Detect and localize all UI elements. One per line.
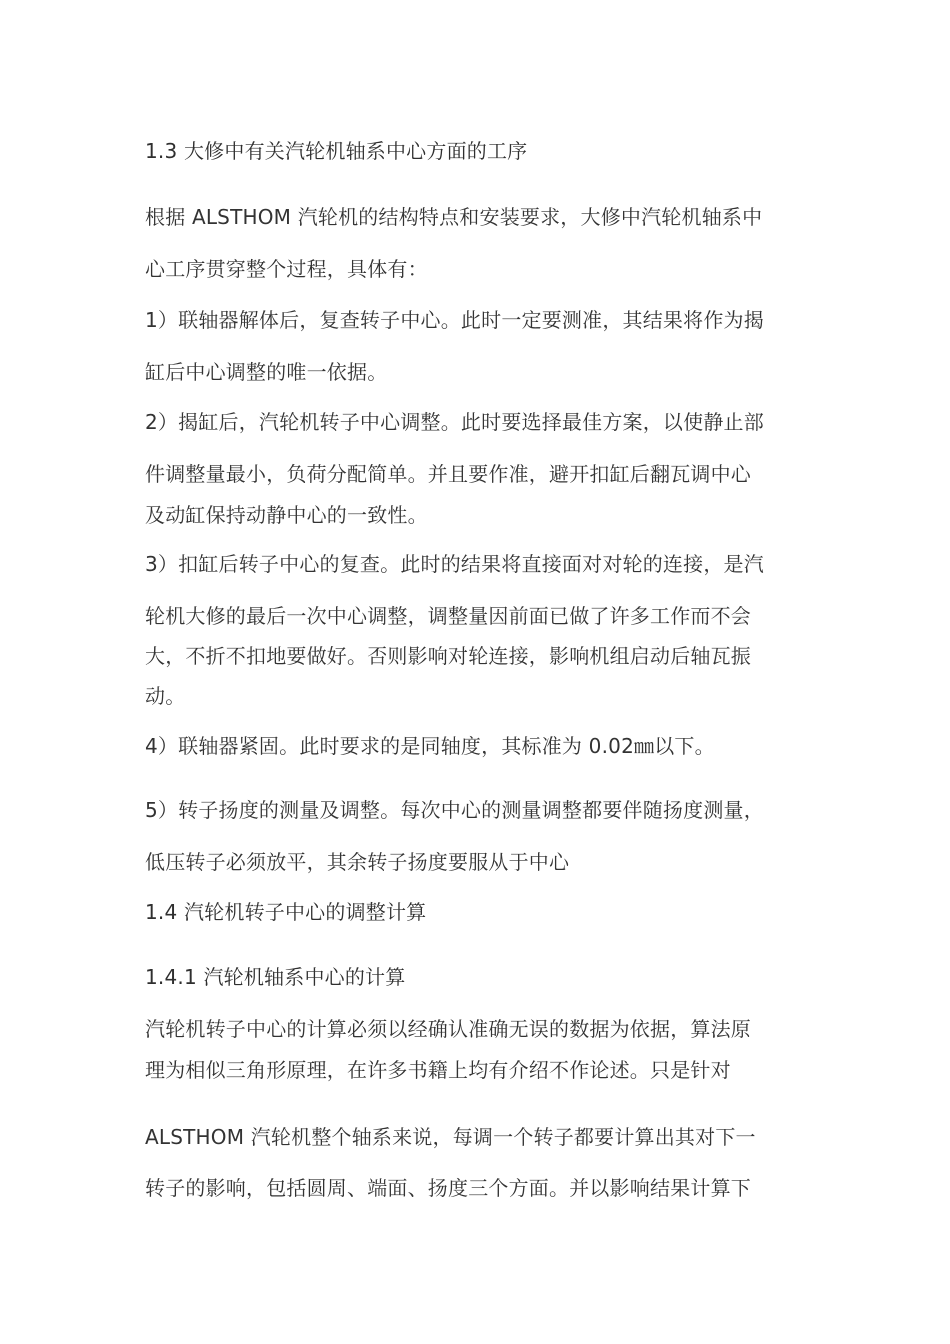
item-3-line-3: 大，不折不扣地要做好。否则影响对轮连接，影响机组启动后轴瓦振 <box>145 644 751 668</box>
item-1-line-2: 缸后中心调整的唯一依据。 <box>145 360 388 384</box>
subsection-1-4-1-heading: 1.4.1 汽轮机轴系中心的计算 <box>145 965 406 989</box>
section-1-4-heading: 1.4 汽轮机转子中心的调整计算 <box>145 900 427 924</box>
item-3-line-1: 3）扣缸后转子中心的复查。此时的结果将直接面对对轮的连接，是汽 <box>145 552 764 576</box>
item-5-line-1: 5）转子扬度的测量及调整。每次中心的测量调整都要伴随扬度测量， <box>145 798 764 822</box>
item-3-line-4: 动。 <box>145 684 186 708</box>
item-3-line-2: 轮机大修的最后一次中心调整，调整量因前面已做了许多工作而不会 <box>145 604 751 628</box>
intro-line-1: 根据 ALSTHOM 汽轮机的结构特点和安装要求，大修中汽轮机轴系中 <box>145 205 763 229</box>
subsection-line-3: ALSTHOM 汽轮机整个轴系来说，每调一个转子都要计算出其对下一 <box>145 1125 756 1149</box>
section-1-3-heading: 1.3 大修中有关汽轮机轴系中心方面的工序 <box>145 139 528 163</box>
subsection-line-1: 汽轮机转子中心的计算必须以经确认准确无误的数据为依据，算法原 <box>145 1017 751 1041</box>
subsection-line-2: 理为相似三角形原理，在许多书籍上均有介绍不作论述。只是针对 <box>145 1058 731 1082</box>
item-1-line-1: 1）联轴器解体后，复查转子中心。此时一定要测准，其结果将作为揭 <box>145 308 764 332</box>
item-2-line-3: 及动缸保持动静中心的一致性。 <box>145 503 428 527</box>
item-5-line-2: 低压转子必须放平，其余转子扬度要服从于中心 <box>145 850 570 874</box>
item-2-line-1: 2）揭缸后，汽轮机转子中心调整。此时要选择最佳方案，以使静止部 <box>145 410 764 434</box>
intro-line-2: 心工序贯穿整个过程，具体有： <box>145 257 428 281</box>
subsection-line-4: 转子的影响，包括圆周、端面、扬度三个方面。并以影响结果计算下 <box>145 1176 751 1200</box>
item-2-line-2: 件调整量最小，负荷分配简单。并且要作准，避开扣缸后翻瓦调中心 <box>145 462 751 486</box>
item-4-line-1: 4）联轴器紧固。此时要求的是同轴度，其标准为 0.02㎜以下。 <box>145 734 715 758</box>
